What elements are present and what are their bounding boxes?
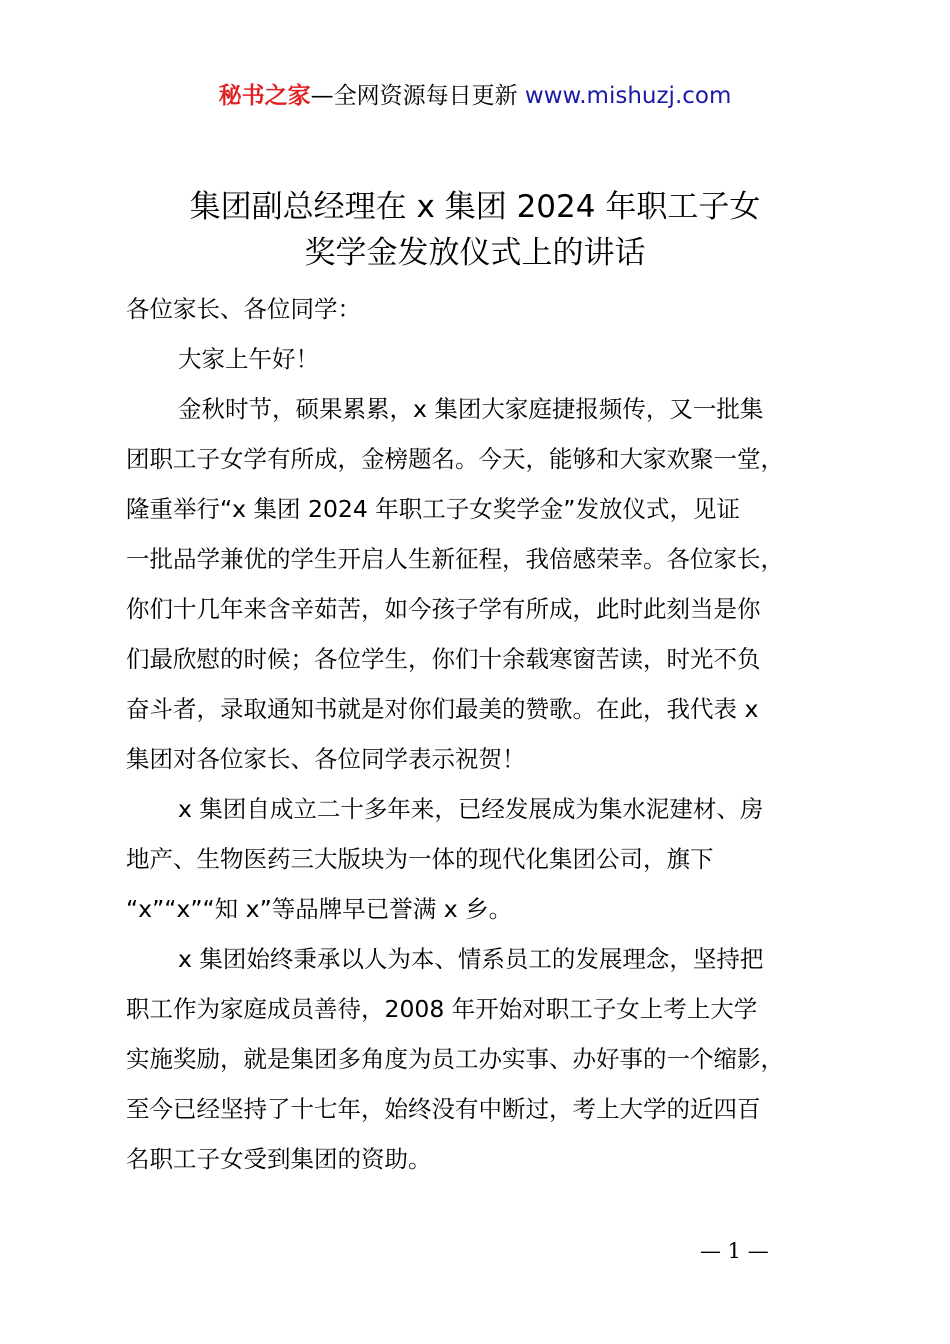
paragraph-3	[126, 934, 866, 1184]
page-number: — 1 —	[700, 1239, 769, 1263]
paragraph-line: 名职工子女受到集团的资助。	[126, 1145, 432, 1173]
paragraph-line: 奋斗者，录取通知书就是对你们最美的赞歌。在此，我代表 x	[126, 695, 759, 723]
paragraph-1	[126, 384, 866, 784]
site-header	[0, 80, 950, 112]
paragraph-line: 金秋时节，硕果累累，x 集团大家庭捷报频传，又一批集	[178, 395, 764, 423]
paragraph-line: 职工作为家庭成员善待，2008 年开始对职工子女上考上大学	[126, 995, 758, 1023]
paragraph-line: 地产、生物医药三大版块为一体的现代化集团公司，旗下	[126, 845, 714, 873]
paragraph-line: x 集团自成立二十多年来，已经发展成为集水泥建材、房	[178, 795, 764, 823]
paragraph-line: 们最欣慰的时候；各位学生，你们十余载寒窗苦读，时光不负	[126, 645, 761, 673]
salutation: 各位家长、各位同学：	[126, 295, 361, 323]
paragraph-line: 隆重举行“x 集团 2024 年职工子女奖学金”发放仪式，见证	[126, 495, 740, 523]
title-line-2: 奖学金发放仪式上的讲话	[304, 235, 646, 271]
site-brand: 秘书之家	[218, 83, 311, 109]
paragraph-line: 至今已经坚持了十七年，始终没有中断过，考上大学的近四百	[126, 1095, 761, 1123]
paragraph-line: x 集团始终秉承以人为本、情系员工的发展理念，坚持把	[178, 945, 764, 973]
paragraph-line: 集团对各位家长、各位同学表示祝贺！	[126, 745, 526, 773]
paragraph-line: 实施奖励，就是集团多角度为员工办实事、办好事的一个缩影，	[126, 1045, 784, 1073]
paragraph-2	[126, 784, 866, 934]
paragraph-line: “x”“x”“知 x”等品牌早已誉满 x 乡。	[126, 895, 513, 923]
paragraph-line: 你们十几年来含辛茹苦，如今孩子学有所成，此时此刻当是你	[126, 595, 761, 623]
site-tagline: —全网资源每日更新	[310, 83, 518, 109]
paragraph-line: 一批品学兼优的学生开启人生新征程，我倍感荣幸。各位家长，	[126, 545, 784, 573]
paragraph-line: 团职工子女学有所成，金榜题名。今天，能够和大家欢聚一堂，	[126, 445, 784, 473]
site-url-link[interactable]: www.mishuzj.com	[524, 83, 732, 109]
document-body	[126, 284, 866, 1184]
greeting: 大家上午好！	[178, 345, 319, 373]
document-title	[0, 184, 950, 276]
title-line-1: 集团副总经理在 x 集团 2024 年职工子女	[189, 189, 761, 225]
